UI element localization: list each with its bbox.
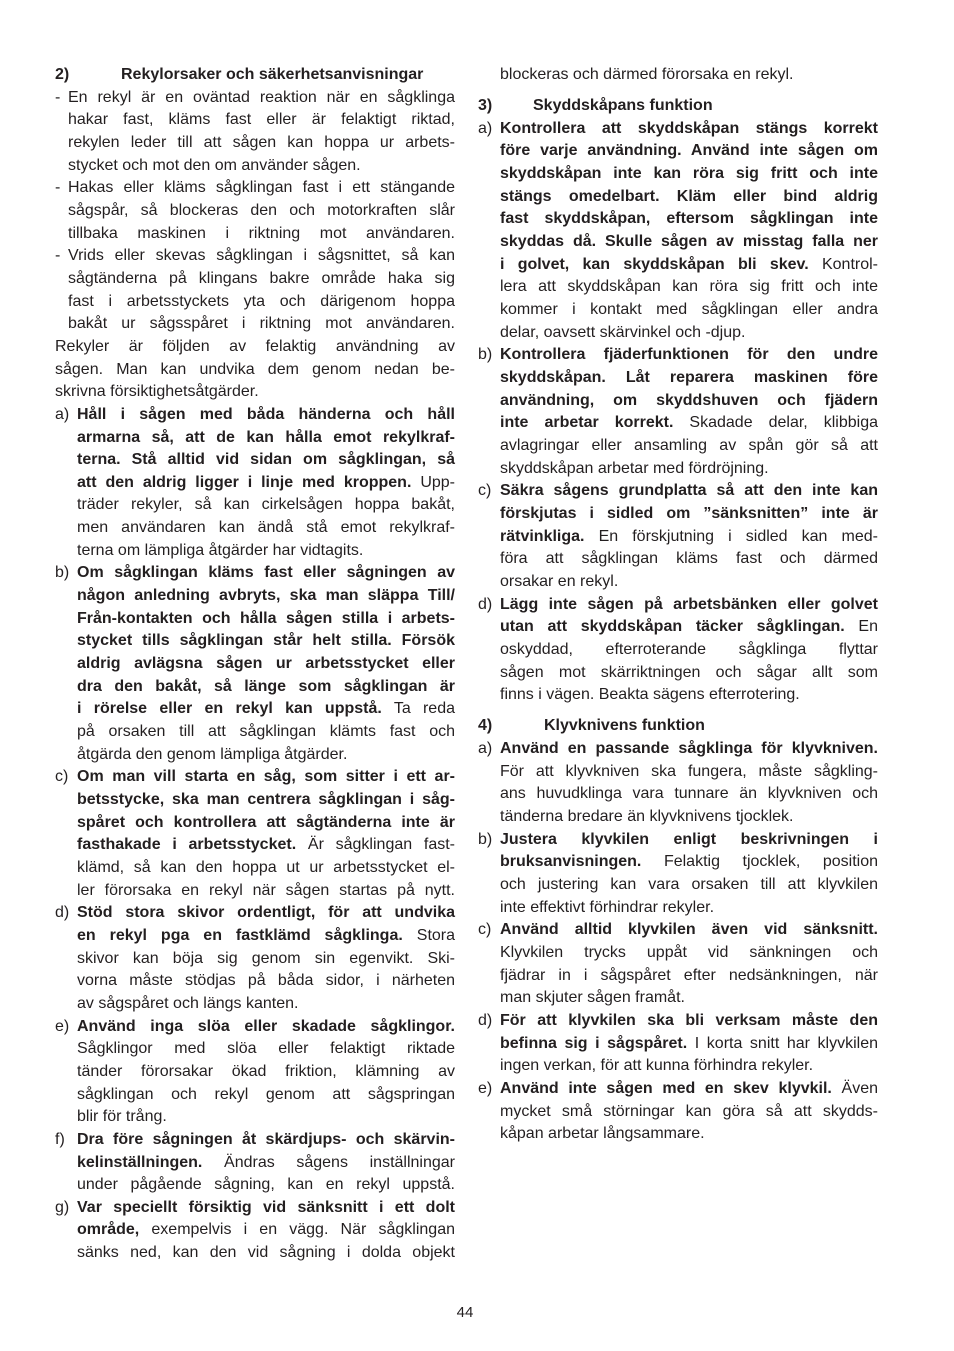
text-line [77,562,455,585]
text-line [68,245,455,268]
body-text: ans huvudklinga vara tunnare än klyvkniven och [500,785,878,803]
text-line [500,299,878,322]
body-text: rekylen leder till att sågen kan hoppa ur arbets- [68,133,455,151]
bold-text: före varje användning. Använd inte sågen om [500,142,878,160]
text-line [77,630,455,653]
text-line [77,993,455,1016]
body-text: delar, oavsett skärvinkel och -djup. [500,323,746,341]
item-marker: c) [478,482,492,500]
bold-text: kelinställningen. [77,1153,203,1171]
body-text: ingen verkan, för att kunna förhindra rekyler. [500,1057,814,1075]
item-body [55,336,455,404]
text-line [77,880,455,903]
body-text: I korta snitt har klyvkilen [694,1034,878,1052]
item-marker: g) [55,1198,70,1216]
item-body [68,245,455,336]
text-line [500,806,878,829]
text-line [500,594,878,617]
text-line [500,851,878,874]
text-line [77,449,455,472]
body-text: under pågående sågning, kan en rekyl uppstå. [77,1176,455,1194]
body-text: inte effektivt förhindrar rekyler. [500,898,715,916]
text-line [77,585,455,608]
item-marker: d) [478,1011,493,1029]
text-line [500,64,878,87]
body-text: skrivna försiktighetsåtgärder. [55,383,259,401]
item-marker: d) [55,904,70,922]
bold-text: dra den bakåt, så länge som sågklingan är [77,677,455,695]
bold-text: Kontrollera att skyddskåpan stängs korrekt [500,119,878,137]
text-line [500,480,878,503]
text-line [77,427,455,450]
bold-text: terna. Stå alltid vid sidan om sågklingan, så [77,451,455,469]
body-text: Ändras sågens inställningar [224,1153,455,1171]
list-item-a [478,118,878,345]
text-line [500,344,878,367]
body-text: En rekyl är en oväntad reaktion när en sågklinga [68,88,455,106]
section-heading-4 [478,715,878,738]
body-text: åtgärda den genom lämpliga åtgärder. [77,745,348,763]
text-line [500,548,878,571]
text-line [500,1033,878,1056]
text-line [500,503,878,526]
text-line [500,231,878,254]
text-line [500,684,878,707]
body-text: klämd, så kan den hoppa ut ur arbetsstycket el- [77,858,455,876]
list-item-a [478,738,878,829]
bold-text: skyddskåpan. Låt reparera maskinen före [500,369,878,387]
text-line [500,163,878,186]
list-item-c [55,766,455,902]
text-line [500,254,878,277]
dash-item [55,177,455,245]
item-marker: a) [55,405,70,423]
item-body [500,594,878,707]
text-line [77,698,455,721]
bold-text: stängs omedelbart. Kläm eller bind aldrig [500,187,878,205]
text-line [500,367,878,390]
text-line [77,1129,455,1152]
list-item-d [478,1010,878,1078]
list-item-c [478,919,878,1010]
paragraph [55,336,455,404]
bold-text: befinna sig i sågspåret. [500,1034,688,1052]
bold-text: användning, om skyddshuven och fjädern [500,391,878,409]
bold-text: Använd inte sågen med en skev klyvkil. [500,1079,832,1097]
body-text: En förskjutning i sidled kan med- [598,527,878,545]
dash-item [55,87,455,178]
text-line [500,919,878,942]
body-text: terna om lämpliga åtgärder har vidtagits. [77,541,364,559]
text-line [77,789,455,812]
bold-text: område, [77,1221,140,1239]
bold-text: i rörelse eller en rekyl kan uppstå. [77,700,382,718]
item-body [77,902,455,1015]
section-title: Rekylorsaker och säkerhetsanvisningar [121,66,424,83]
bold-text: Från-kontakten och hålla sågen stilla i arbets- [77,609,455,627]
text-line [500,208,878,231]
item-marker: b) [55,564,70,582]
bold-text: Var speciellt försiktig vid sänksnitt i ett dolt [77,1198,455,1216]
section-title: Skyddskåpans funktion [533,97,713,115]
item-body [77,1129,455,1197]
text-line [500,829,878,852]
item-body [500,1010,878,1078]
text-line [500,1123,878,1146]
text-line [77,857,455,880]
item-marker: - [55,179,61,197]
text-line [68,268,455,291]
text-line [68,291,455,314]
item-body [77,562,455,766]
bold-text: att den aldrig ligger i linje med kroppen. [77,473,412,491]
text-line [500,1101,878,1124]
section-heading-2 [55,64,455,87]
text-line [500,435,878,458]
item-marker: e) [55,1017,70,1035]
body-text: exempelvis i en vägg. När sågklingan [151,1221,455,1239]
body-text: fast i arbetsstyckets yta och därigenom hoppa [68,292,455,310]
item-marker: - [55,88,61,106]
bold-text: Använd alltid klyvkilen även vid sänksnitt. [500,921,878,939]
text-line [68,87,455,110]
list-item-b [478,344,878,480]
body-text: föra att sågklingan kläms fast och därmed [500,550,878,568]
text-line [500,571,878,594]
text-line [77,834,455,857]
list-item-d [55,902,455,1015]
text-line [77,494,455,517]
item-body [68,87,455,178]
body-text: sågen mot skärriktningen och sågar allt som [500,663,878,681]
text-line [77,1038,455,1061]
body-text: Skadade delar, klibbiga [689,414,878,432]
text-line [500,1055,878,1078]
bold-text: Håll i sågen med båda händerna och håll [77,405,455,423]
list-item-b [478,829,878,920]
item-body [500,64,878,87]
text-line [68,313,455,336]
body-text: orsakar en rekyl. [500,572,619,590]
text-line [68,132,455,155]
item-marker: b) [478,346,493,364]
text-line [500,965,878,988]
text-line [68,177,455,200]
text-line [500,942,878,965]
section-number: 3) [478,97,493,115]
item-marker: f) [55,1130,65,1148]
body-text: kommer i kontakt med sågklingan eller andra [500,301,878,319]
text-line [77,812,455,835]
body-text: fjädrar in i sågspåret efter nedsänkningen, när [500,966,878,984]
item-body [500,344,878,480]
body-text: Upp- [420,473,456,491]
bold-text: någon anledning avbryts, ska man släppa Till/ [77,587,455,605]
list-item-d [478,594,878,707]
bold-text: rätvinkliga. [500,527,585,545]
body-text: Stora [416,926,456,944]
body-text: En [858,618,878,636]
body-text: avlagringar eller ansamling av spån gör så att [500,437,878,454]
item-body [500,738,878,829]
text-line [77,1152,455,1175]
list-item-e [55,1016,455,1129]
text-line [500,322,878,345]
text-line [77,1242,455,1265]
list-item-g [55,1197,455,1265]
bold-text: Dra före sågningen åt skärdjups- och skärvin- [77,1130,455,1148]
text-line [500,1078,878,1101]
body-text: Ta reda [393,700,455,718]
text-line [77,1106,455,1129]
item-body [77,1197,455,1265]
text-line [77,744,455,767]
text-line [500,662,878,685]
bold-text: stycket tills sågklingan står helt stilla. Försök [77,632,455,650]
body-text: sänks ned, kan den vid sågning i dolda objekt [77,1244,455,1262]
bold-text: Justera klyvkilen enligt beskrivningen i [500,830,878,848]
text-line [77,1197,455,1220]
list-item-f [55,1129,455,1197]
text-line [77,721,455,744]
item-marker: d) [478,595,493,613]
body-text: lera att skyddskåpan kan röra sig fritt och inte [500,278,878,296]
bold-text: i golvet, kan skyddskåpan bli skev. [500,255,809,273]
text-line [77,472,455,495]
bold-text: aldrig avlägsna sågen ur arbetsstycket eller [77,655,455,673]
bold-text: fasthakade i arbetsstycket. [77,836,297,854]
text-line [77,1174,455,1197]
bold-text: spåret och kontrollera att sågtänderna inte är [77,813,455,831]
text-line [500,1010,878,1033]
item-body [500,118,878,345]
body-text: ler förorsaka en rekyl när sågen startas på nytt. [77,881,455,899]
text-line [500,390,878,413]
item-marker: a) [478,119,493,137]
text-line [68,223,455,246]
text-line [77,925,455,948]
text-line [55,381,455,404]
dash-item [55,245,455,336]
text-line [500,616,878,639]
text-line [500,118,878,141]
text-line [77,517,455,540]
text-line [77,948,455,971]
bold-text: Säkra sågens grundplatta så att den inte kan [500,482,878,500]
text-line [500,874,878,897]
left-column [55,64,455,1265]
list-item-e [478,1078,878,1146]
body-text: träder rekyler, så kan cirkelsågen hoppa bakåt, [77,496,455,514]
item-body [77,766,455,902]
section-heading-3 [478,95,878,118]
text-line [68,200,455,223]
bold-text: armarna så, att de kan hålla emot rekylkraf- [77,428,455,446]
bold-text: Använd inga slöa eller skadade sågklingor. [77,1017,455,1035]
body-text: av sågspåret och längs kanten. [77,994,299,1012]
item-body [500,829,878,920]
text-line [500,738,878,761]
text-line [55,336,455,359]
bold-text: fast skyddskåpan, eftersom sågklingan inte [500,210,878,228]
item-body [77,404,455,563]
text-line [77,404,455,427]
body-text: Rekyler är följden av felaktig användning av [55,337,455,355]
item-marker: c) [55,768,69,786]
item-body [77,1016,455,1129]
text-line [500,140,878,163]
bold-text: inte arbetar korrekt. [500,414,674,432]
body-text: sågspår, så blockeras den och motorkraften slår [68,201,455,219]
body-text: oskyddad, efterroterande sågklinga flyttar [500,640,878,658]
text-line [500,186,878,209]
bold-text: skyddskåpan inte kan röra sig fritt och inte [500,165,878,183]
text-line [77,1061,455,1084]
text-line [500,526,878,549]
item-marker: b) [478,830,493,848]
item-marker: - [55,247,61,265]
body-text: hakar fast, kläms fast eller är felaktigt riktad, [68,111,455,129]
item-body [500,919,878,1010]
text-line [77,540,455,563]
bold-text: betsstycke, ska man centrera sågklingan i såg- [77,791,455,808]
body-text: sågen. Man kan undvika dem genom nedan be- [55,360,455,378]
body-text: Felaktig tjocklek, position [663,853,879,871]
body-text: skivor kan böja sig genom sin egenvikt. Ski- [77,949,455,967]
text-line [500,276,878,299]
text-line [77,1219,455,1242]
body-text: på orsaken till att sågklingan klämts fast och [77,723,455,741]
text-line [500,639,878,662]
item-body [500,480,878,593]
text-line [77,608,455,631]
body-text: Är sågklingan fast- [307,836,455,854]
text-line [500,897,878,920]
text-line [68,109,455,132]
body-text: För att klyvkniven ska fungera, måste sågkling- [500,762,878,780]
body-text: sågtänderna på klingans bakre område haka sig [68,269,455,287]
bold-text: För att klyvkilen ska bli verksam måste den [500,1011,878,1029]
text-line [500,761,878,784]
bold-text: Om sågklingan kläms fast eller sågningen av [77,564,455,582]
body-text: blockeras och därmed förorsaka en rekyl. [500,66,794,83]
item-body [500,1078,878,1146]
text-line [500,458,878,481]
text-line [55,359,455,382]
body-text: och justering kan vara orsaken till att klyvkilen [500,875,878,893]
body-text: mycket små störningar kan göra så att skydds- [500,1102,878,1120]
bold-text: skyddas då. Skulle sågen av misstag falla ner [500,233,878,251]
body-text: Hakas eller kläms sågklingan fast i ett stängande [68,179,455,197]
item-marker: c) [478,921,492,939]
bold-text: bruksanvisningen. [500,853,642,871]
body-text: men användaren kan ändå stå emot rekylkraf- [77,519,455,537]
text-line [500,783,878,806]
list-item-b [55,562,455,766]
list-item-c [478,480,878,593]
body-text: tillbaka maskinen i riktning mot användaren. [68,224,455,242]
text-line [500,987,878,1010]
bold-text: en rekyl pga en fastklämd sågklinga. [77,926,403,944]
body-text: Sågklingor med slöa eller felaktigt riktade [77,1040,455,1058]
body-text: man skjuter sågen framåt. [500,989,685,1007]
body-text: skyddskåpan arbetar med fördröjning. [500,459,769,477]
text-line [77,1016,455,1039]
body-text: stycket och mot den om använder sågen. [68,156,361,174]
bold-text: Om man vill starta en såg, som sitter i ett ar- [77,768,455,786]
body-text: blir för trång. [77,1108,167,1126]
item-body [68,177,455,245]
section-number: 4) [478,717,493,735]
body-text: tänderna bredare än klyvknivens tjocklek. [500,808,794,825]
body-text: bakåt ur sågsspåret i riktning mot användaren. [68,315,455,333]
bold-text: Lägg inte sågen på arbetsbänken eller golvet [500,595,878,613]
bold-text: förskjutas i sidled om ”sänksnitten” inte är [500,504,878,522]
body-text: Även [841,1079,878,1097]
section-title: Klyvknivens funktion [544,717,705,735]
list-item-a [55,404,455,563]
body-text: Kontrol- [821,255,878,273]
body-text: tänder förorsakar ökad friktion, klämning av [77,1062,455,1080]
text-line [68,155,455,178]
body-text: sågklingan och rekyl genom att sågspringan [77,1085,455,1103]
bold-text: utan att skyddskåpan täcker sågklingan. [500,618,845,636]
item-marker: a) [478,740,493,758]
bold-text: Stöd stora skivor ordentligt, för att undvika [77,904,455,922]
text-line [77,766,455,789]
text-line [77,1084,455,1107]
section-number: 2) [55,66,70,83]
body-text: Klyvkilen trycks uppåt vid sänkningen och [500,943,878,961]
bold-text: Använd en passande sågklinga för klyvkniven. [500,740,878,758]
text-line [77,970,455,993]
body-text: kåpan arbetar långsammare. [500,1125,705,1143]
bold-text: Kontrollera fjäderfunktionen för den undre [500,346,878,364]
continued-text [478,64,878,87]
text-line [500,412,878,435]
body-text: Vrids eller skevas sågklingan i sågsnittet, så kan [68,247,455,265]
right-column [478,64,878,1146]
text-line [77,676,455,699]
page-number: 44 [456,1304,474,1321]
body-text: finns i vägen. Beakta sägens efterrotering. [500,686,800,704]
text-line [77,902,455,925]
item-marker: e) [478,1079,493,1097]
body-text: vorna måste stödjas på båda sidor, i närheten [77,972,455,990]
text-line [77,653,455,676]
